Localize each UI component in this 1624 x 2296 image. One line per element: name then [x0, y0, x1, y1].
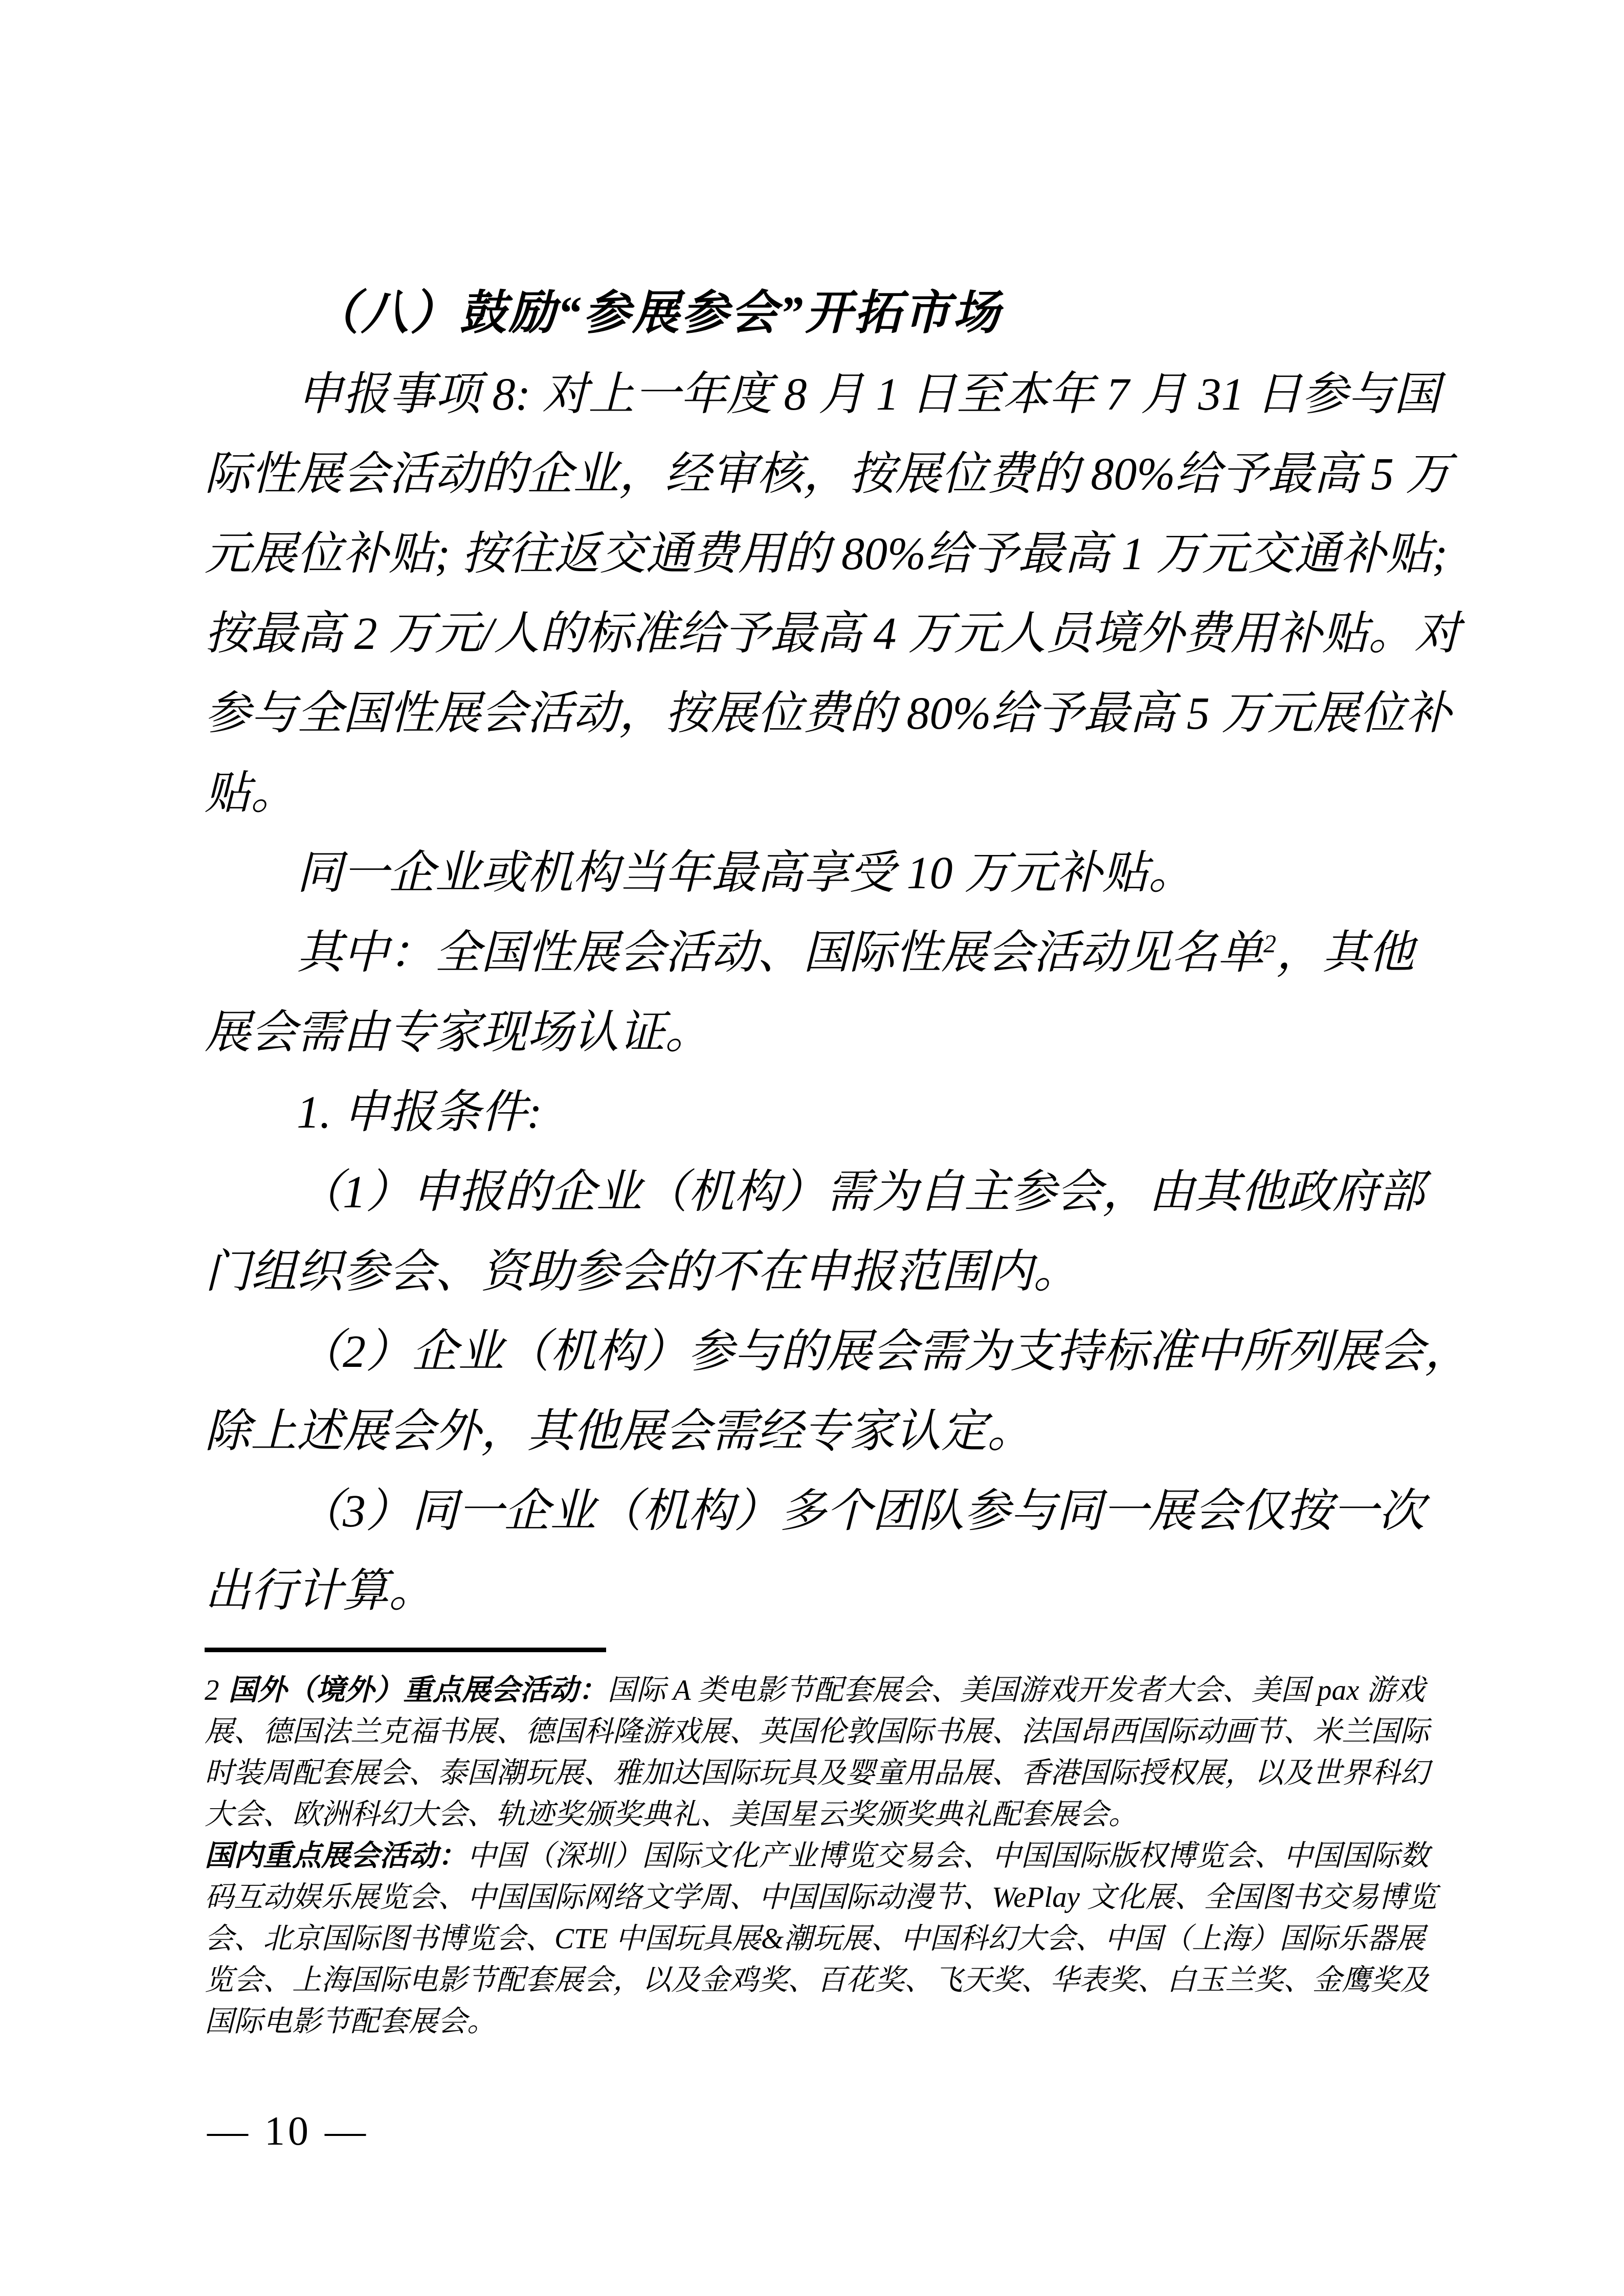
- footnote-line: [205, 1839, 1429, 1874]
- section-heading: （八）鼓励“参展参会”开拓市场: [312, 287, 1002, 339]
- body-line: 门组织参会、资助参会的不在申报范围内。: [205, 1247, 1079, 1297]
- footnote-label-international: 国外（境外）重点展会活动：: [228, 1674, 608, 1706]
- body-line: 除上述展会外，其他展会需经专家认定。: [205, 1406, 1033, 1457]
- footnote-label-domestic: 国内重点展会活动：: [205, 1840, 467, 1872]
- footnote-line: 览会、上海国际电影节配套展会，以及金鸡奖、百花奖、飞天奖、华表奖、白玉兰奖、金鹰奖及: [205, 1964, 1429, 1996]
- body-line-text: ，其他: [1276, 928, 1414, 978]
- footnote-line: [205, 1673, 1425, 1708]
- body-line: 申报事项 8: 对上一年度 8 月 1 日至本年 7 月 31 日参与国: [297, 369, 1440, 420]
- footnote-ref-2: 2: [1263, 929, 1276, 958]
- body-line: （1）申报的企业（机构）需为自主参会，由其他政府部: [297, 1167, 1425, 1218]
- body-line: 际性展会活动的企业，经审核，按展位费的 80%给予最高 5 万: [205, 449, 1452, 500]
- footnote-line: 时装周配套展会、泰国潮玩展、雅加达国际玩具及婴童用品展、香港国际授权展，以及世界科幻: [205, 1757, 1429, 1789]
- footnote-separator: [205, 1648, 606, 1652]
- body-line: 同一企业或机构当年最高享受 10 万元补贴。: [297, 848, 1194, 898]
- footnote-text: 中国（深圳）国际文化产业博览交易会、中国国际版权博览会、中国国际数: [467, 1840, 1429, 1872]
- body-line: 按最高 2 万元/人的标准给予最高 4 万元人员境外费用补贴。对: [205, 609, 1461, 659]
- body-line: 元展位补贴; 按往返交通费用的 80%给予最高 1 万元交通补贴;: [205, 529, 1448, 579]
- body-line: 1. 申报条件:: [297, 1087, 542, 1138]
- body-line: 参与全国性展会活动，按展位费的 80%给予最高 5 万元展位补: [205, 688, 1452, 739]
- footnote-text: 国际 A 类电影节配套展会、美国游戏开发者大会、美国 pax 游戏: [607, 1674, 1425, 1706]
- footnote-line: 大会、欧洲科幻大会、轨迹奖颁奖典礼、美国星云奖颁奖典礼配套展会。: [205, 1798, 1138, 1831]
- page-number: — 10 —: [207, 2109, 369, 2154]
- footnote-line: 码互动娱乐展览会、中国国际网络文学周、中国国际动漫节、WePlay 文化展、全国图书交易博览: [205, 1881, 1437, 1914]
- body-line: 展会需由专家现场认证。: [205, 1007, 711, 1058]
- body-line: 出行计算。: [205, 1566, 435, 1616]
- body-line: 贴。: [205, 768, 297, 819]
- footnote-line: 展、德国法兰克福书展、德国科隆游戏展、英国伦敦国际书展、法国昂西国际动画节、米兰国际: [205, 1716, 1429, 1748]
- body-line-text: 其中：全国性展会活动、国际性展会活动见名单: [297, 928, 1263, 978]
- footnote-marker: 2: [205, 1674, 219, 1706]
- body-line: （3）同一企业（机构）多个团队参与同一展会仅按一次: [297, 1486, 1425, 1537]
- footnote-line: 会、北京国际图书博览会、CTE 中国玩具展&潮玩展、中国科幻大会、中国（上海）国际乐器展: [205, 1923, 1426, 1955]
- body-line-with-footnote-ref: [297, 930, 1414, 976]
- body-line: （2）企业（机构）参与的展会需为支持标准中所列展会，: [297, 1326, 1471, 1377]
- footnote-line: 国际电影节配套展会。: [205, 2006, 496, 2038]
